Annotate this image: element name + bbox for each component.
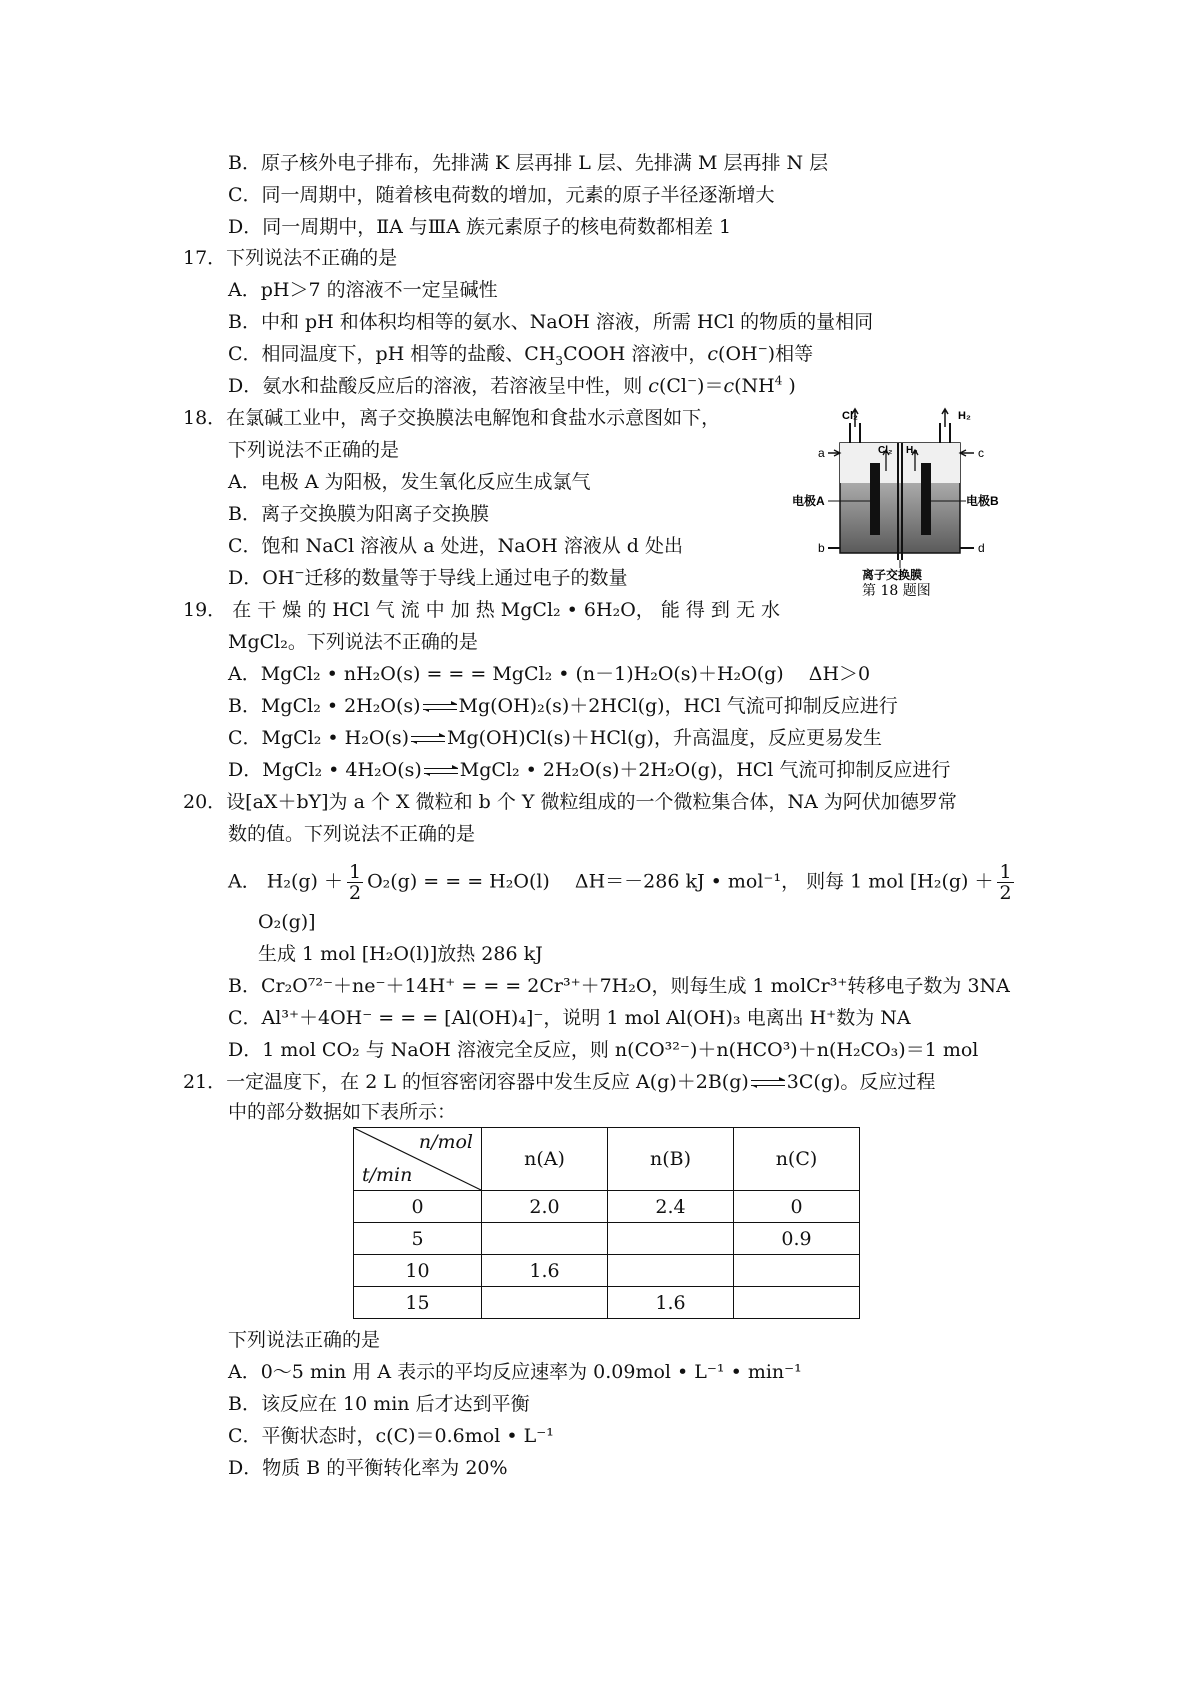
q21-data-table: [353, 1127, 860, 1319]
table-header-na: n(A): [482, 1128, 608, 1191]
fraction-one-half: $\frac{1}{2}$: [348, 861, 362, 904]
q20-stem-line2: 数的值。下列说法不正确的是: [228, 823, 476, 845]
q18-option-c: C．饱和 NaCl 溶液从 a 处进，NaOH 溶液从 d 处出: [228, 535, 683, 557]
q20-stem-line1: 20．设[aX＋bY]为 a 个 X 微粒和 b 个 Y 微粒组成的一个微粒集合体，NA 为阿伏加德罗常: [183, 791, 957, 813]
q18-option-b: B．离子交换膜为阳离子交换膜: [228, 503, 489, 525]
table-cell: [734, 1255, 860, 1287]
table-row: [354, 1255, 860, 1287]
q19-stem-line1: 19． 在 干 燥 的 HCl 气 流 中 加 热 MgCl₂ • 6H₂O， 能 得 到 无 水: [183, 599, 780, 621]
fig-electrode-a-label: 电极A: [792, 494, 825, 508]
q20-option-a-cont1: O₂(g)]: [258, 911, 316, 933]
fraction-one-half: $\frac{1}{2}$: [999, 861, 1012, 904]
q19-option-a: A．MgCl₂ • nH₂O(s) = = = MgCl₂ • (n－1)H₂O(s)＋H₂O(g) ΔH＞0: [228, 663, 871, 685]
table-row: [354, 1287, 860, 1319]
electrode-b: [921, 463, 931, 535]
fig-label-c: c: [978, 446, 984, 460]
fig-h2-inner: H₂: [906, 445, 918, 456]
electrolysis-cell-diagram: [792, 405, 1008, 599]
q21-option-d: D．物质 B 的平衡转化率为 20%: [228, 1457, 508, 1479]
fig-h2-top: H₂: [958, 410, 971, 422]
table-cell: [608, 1223, 734, 1255]
q17-stem: 17．下列说法不正确的是: [183, 247, 398, 269]
fig-membrane-label: 离子交换膜: [862, 568, 923, 582]
q21-stem-line3: 下列说法正确的是: [228, 1329, 381, 1351]
table-cell: [482, 1287, 608, 1319]
fig-label-d: d: [978, 541, 985, 555]
equilibrium-arrow-icon: [424, 765, 458, 777]
q18-option-a: A．电极 A 为阳极，发生氧化反应生成氯气: [228, 471, 591, 493]
q21-option-a: A．0～5 min 用 A 表示的平均反应速率为 0.09mol • L⁻¹ • min⁻¹: [228, 1361, 802, 1383]
q20-option-b: B．Cr₂O⁷²⁻＋ne⁻＋14H⁺ = = = 2Cr³⁺＋7H₂O，则每生成 1 molCr³⁺转移电子数为 3NA: [228, 975, 1010, 997]
q17-option-d: D．氨水和盐酸反应后的溶液，若溶液呈中性，则 $c(Cl^-)=c(NH^4$ ): [228, 373, 796, 397]
q19-option-b: B．MgCl₂ • 2H₂O(s) Mg(OH)₂(s)＋2HCl(g)，HCl 气流可抑制反应进行: [228, 695, 898, 717]
table-header-nc: n(C): [734, 1128, 860, 1191]
q17-option-a: A．pH＞7 的溶液不一定呈碱性: [228, 279, 498, 301]
q21-option-b: B．该反应在 10 min 后才达到平衡: [228, 1393, 530, 1415]
q21-stem-line2: 中的部分数据如下表所示：: [228, 1101, 457, 1123]
q17-option-c: C．相同温度下，pH 相等的盐酸、$CH_3COOH$ 溶液中，c(OH−)相等: [228, 341, 814, 368]
q16-option-d: D．同一周期中，ⅡA 与ⅢA 族元素原子的核电荷数都相差 1: [228, 216, 732, 238]
equilibrium-arrow-icon: [423, 701, 457, 713]
q21-option-c: C．平衡状态时，c(C)＝0.6mol • L⁻¹: [228, 1425, 554, 1447]
table-cell: 10: [354, 1255, 482, 1287]
q19-option-d: D．MgCl₂ • 4H₂O(s) MgCl₂ • 2H₂O(s)＋2H₂O(g)，HCl 气流可抑制反应进行: [228, 759, 951, 781]
table-cell: [482, 1223, 608, 1255]
table-cell: 0.9: [734, 1223, 860, 1255]
q20-option-a: A． H₂(g) ＋ $\frac{1}{2}$ O₂(g) = = = H₂O(l) ΔH＝－286 kJ • mol⁻¹， 则每 1 mol [H₂(g) ＋ $\frac{1}{2}$: [228, 861, 1012, 904]
table-cell: [734, 1287, 860, 1319]
q20-option-c: C．Al³⁺＋4OH⁻ = = = [Al(OH)₄]⁻，说明 1 mol Al(OH)₃ 电离出 H⁺数为 NA: [228, 1007, 911, 1029]
q21-stem-line1: 21．一定温度下，在 2 L 的恒容密闭容器中发生反应 A(g)＋2B(g) 3C(g)。反应过程: [183, 1071, 936, 1093]
electrode-a: [870, 463, 880, 535]
table-corner-header: n/mol t/min: [354, 1128, 482, 1191]
equilibrium-arrow-icon: [751, 1077, 785, 1089]
table-cell: 2.4: [608, 1191, 734, 1223]
table-cell: 1.6: [482, 1255, 608, 1287]
fig-label-b: b: [818, 541, 825, 555]
fig-electrode-b-label: 电极B: [966, 494, 999, 508]
q16-option-c: C．同一周期中，随着核电荷数的增加，元素的原子半径逐渐增大: [228, 184, 775, 206]
q19-option-c: C．MgCl₂ • H₂O(s) Mg(OH)Cl(s)＋HCl(g)，升高温度，反应更易发生: [228, 727, 882, 749]
q16-option-b: B．原子核外电子排布，先排满 K 层再排 L 层、先排满 M 层再排 N 层: [228, 152, 829, 174]
h2-up-arrow-icon: [942, 409, 948, 427]
q20-option-a-cont2: 生成 1 mol [H₂O(l)]放热 286 kJ: [258, 943, 543, 965]
fig-caption: 第 18 题图: [862, 583, 931, 599]
table-row: [354, 1223, 860, 1255]
q17-option-b: B．中和 pH 和体积均相等的氨水、NaOH 溶液，所需 HCl 的物质的量相同: [228, 311, 874, 333]
table-cell: 0: [354, 1191, 482, 1223]
q18-stem-line2: 下列说法不正确的是: [228, 439, 400, 461]
table-cell: 2.0: [482, 1191, 608, 1223]
table-cell: [608, 1255, 734, 1287]
table-row: [354, 1191, 860, 1223]
fig-cl2-top: Cl₂: [842, 410, 858, 422]
table-cell: 5: [354, 1223, 482, 1255]
q18-option-d: D．OH−迁移的数量等于导线上通过电子的数量: [228, 565, 628, 589]
q20-option-d: D．1 mol CO₂ 与 NaOH 溶液完全反应，则 n(CO³²⁻)＋n(HCO³)＋n(H₂CO₃)＝1 mol: [228, 1039, 979, 1061]
table-cell: 0: [734, 1191, 860, 1223]
fig-label-a: a: [818, 446, 825, 460]
table-cell: 15: [354, 1287, 482, 1319]
q18-stem-line1: 18．在氯碱工业中，离子交换膜法电解饱和食盐水示意图如下，: [183, 407, 721, 429]
q19-stem-line2: MgCl₂。下列说法不正确的是: [228, 631, 478, 653]
table-header-nb: n(B): [608, 1128, 734, 1191]
fig-cl2-inner: Cl₂: [878, 445, 893, 456]
table-cell: 1.6: [608, 1287, 734, 1319]
equilibrium-arrow-icon: [411, 733, 445, 745]
